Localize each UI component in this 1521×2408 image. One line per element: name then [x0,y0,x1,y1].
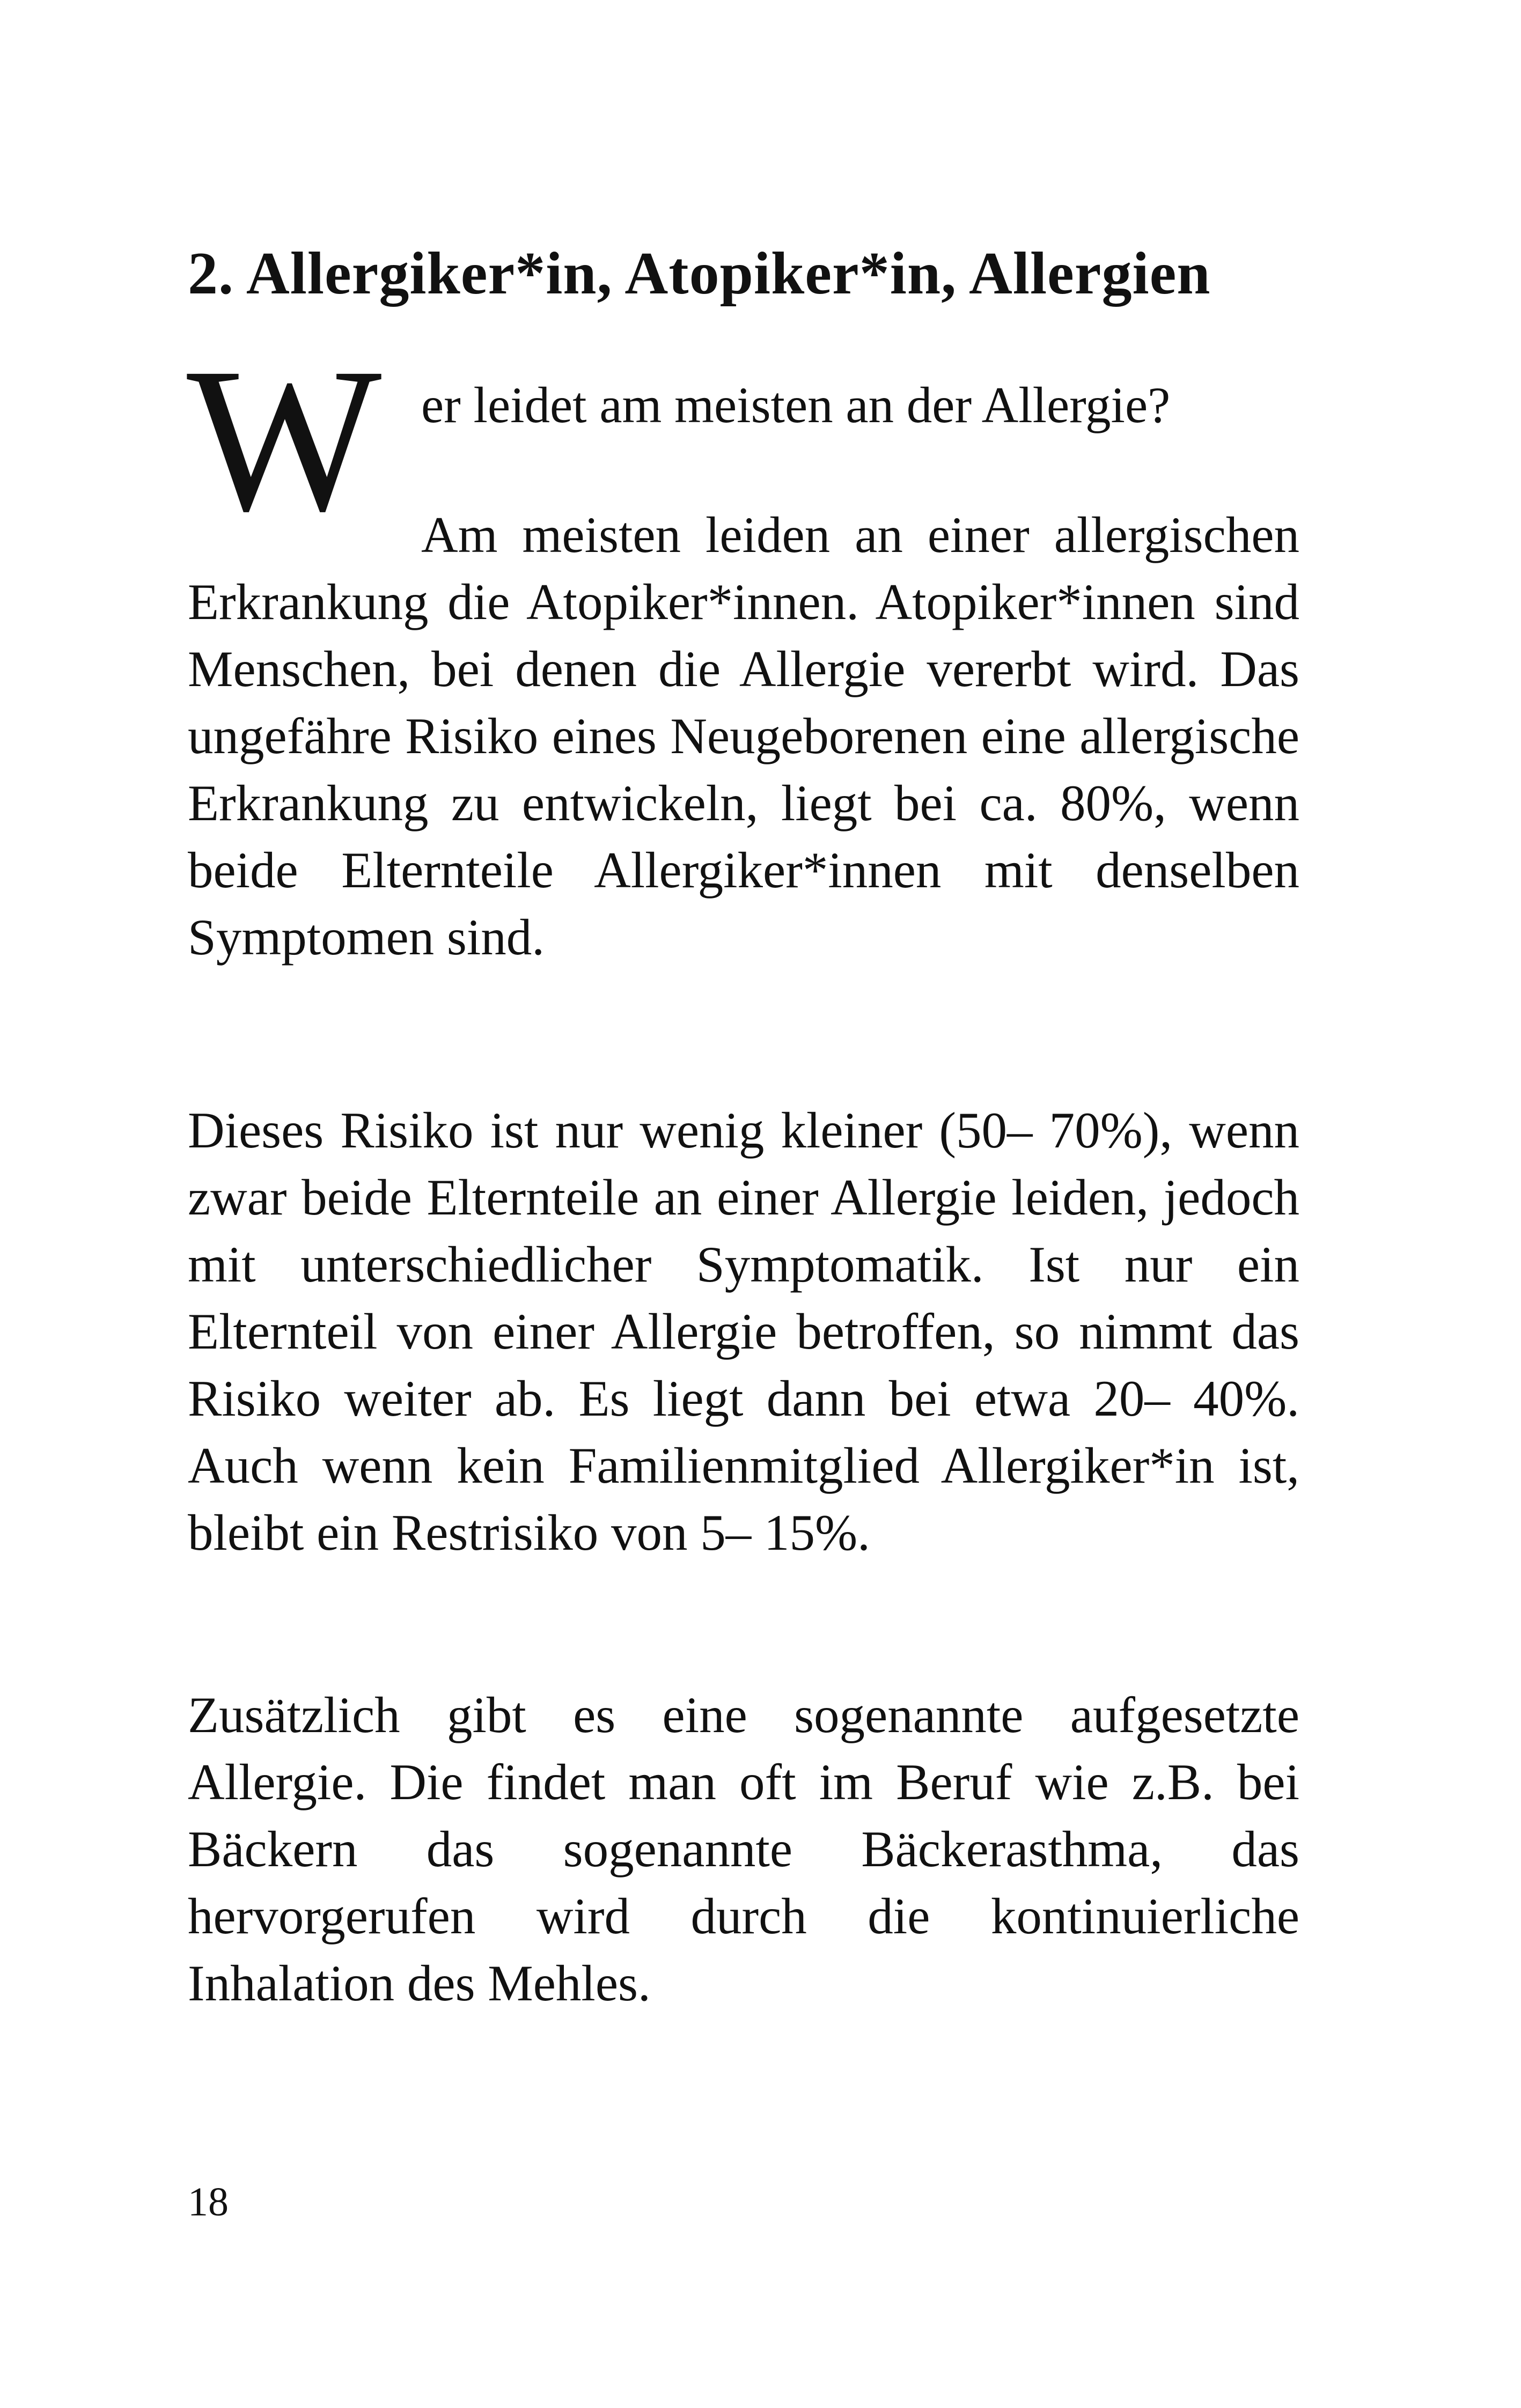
chapter-heading: 2. Allergiker*in, Atopiker*in, Allergien [188,240,1211,307]
paragraph-3: Zusätzlich gibt es eine sogenannte aufgesetzte Allergie. Die findet man oft im Beruf wie z.B. bei Bäckern das sogenannte Bäckerasthma, das hervorgerufen wird durch die kontinuierliche Inhalation des Mehles. [188,1687,1299,2012]
page-number: 18 [188,2179,229,2225]
paragraph-1: Am meisten leiden an einer allergischen Erkrankung die Atopiker*innen. Atopiker*innen sind Menschen, bei denen die Allergie vererbt wird. Das ungefähre Risiko eines Neugeborenen eine allergische Erkrankung zu entwickeln, liegt bei ca. 80%, wenn beide Elternteile Allergiker*innen mit denselben Symptomen sind. [188,506,1299,966]
paragraph-2: Dieses Risiko ist nur wenig kleiner (50– 70%), wenn zwar beide Elternteile an einer Allergie leiden, jedoch mit unterschiedlicher Symptomatik. Ist nur ein Elternteil von einer Allergie betroffen, so nimmt das Risiko weiter ab. Es liegt dann bei etwa 20– 40%. Auch wenn kein Familienmitglied Allergiker*in ist, bleibt ein Restrisiko von 5– 15%. [188,1102,1299,1561]
opening-question: er leidet am meisten an der Allergie? [421,377,1171,433]
drop-cap: W [187,326,382,554]
